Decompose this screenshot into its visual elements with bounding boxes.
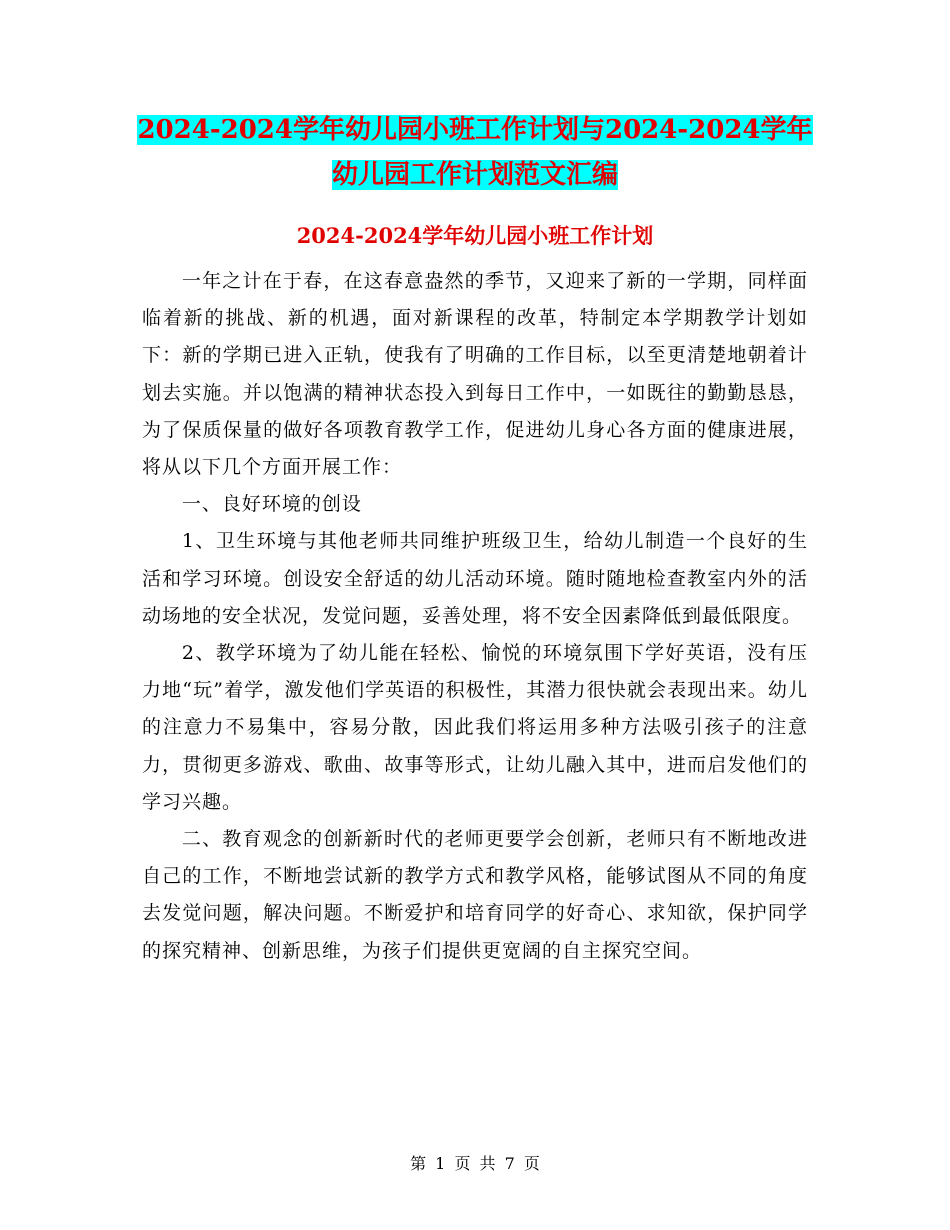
- paragraph-hygiene: 1、卫生环境与其他老师共同维护班级卫生，给幼儿制造一个良好的生活和学习环境。创设安全舒适的幼儿活动环境。随时随地检查教室内外的活动场地的安全状况，发觉问题，妥善处理，将不安全因素降低到最低限度。: [142, 530, 808, 627]
- paragraph-heading-1: 一、良好环境的创设: [181, 493, 362, 516]
- paragraph-innovation: 二、教育观念的创新新时代的老师更要学会创新，老师只有不断地改进自己的工作，不断地尝试新的教学方式和教学风格，能够试图从不同的角度去发觉问题，解决问题。不断爱护和培育同学的好奇心、求知欲，保护同学的探究精神、创新思维，为孩子们提供更宽阔的自主探究空间。: [142, 828, 808, 962]
- section-title: 2024-2024学年幼儿园小班工作计划: [296, 223, 654, 248]
- title-highlight-1: 2024-2024学年幼儿园小班工作计划与2024-2024学年: [137, 115, 813, 145]
- page-footer: 第 1 页 共 7 页: [410, 1154, 540, 1173]
- document-title-line-2: [120, 150, 830, 200]
- title-highlight-2: 幼儿园工作计划范文汇编: [331, 160, 618, 190]
- paragraph-intro: 一年之计在于春，在这春意盎然的季节，又迎来了新的一学期，同样面临着新的挑战、新的机遇，面对新课程的改革，特制定本学期教学计划如下：新的学期已进入正轨，使我有了明确的工作目标，以至更清楚地朝着计划去实施。并以饱满的精神状态投入到每日工作中，一如既往的勤勤恳恳，为了保质保量的做好各项教育教学工作，促进幼儿身心各方面的健康进展，将从以下几个方面开展工作：: [142, 270, 808, 479]
- document-title-line-1: [120, 105, 830, 155]
- body-text: [142, 263, 808, 970]
- paragraph-teaching-env: 2、教学环境为了幼儿能在轻松、愉悦的环境氛围下学好英语，没有压力地“玩”着学，激发他们学英语的积极性，其潜力很快就会表现出来。幼儿的注意力不易集中，容易分散，因此我们将运用多种方法吸引孩子的注意力，贯彻更多游戏、歌曲、故事等形式，让幼儿融入其中，进而启发他们的学习兴趣。: [142, 642, 808, 813]
